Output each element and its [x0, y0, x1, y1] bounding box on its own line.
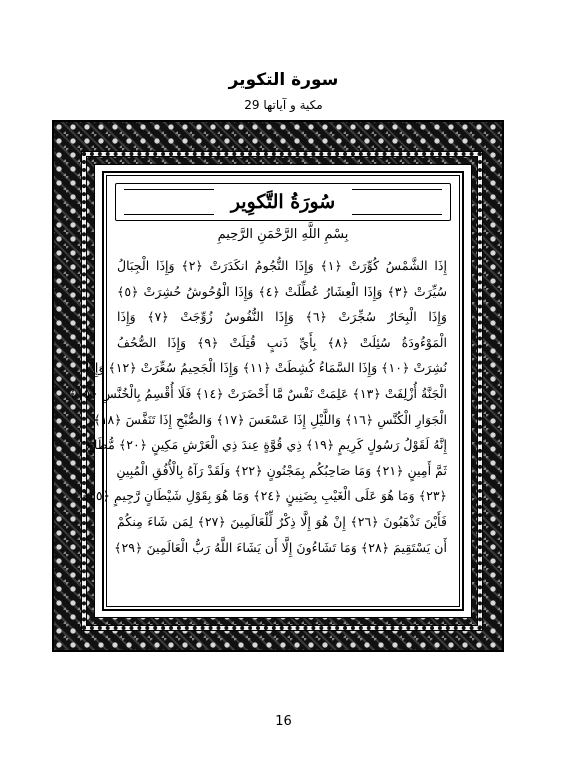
verse-line: نُشِرَتْ ﴿١٠﴾ وَإِذَا السَّمَاءُ كُشِطَتْ ﴿١١﴾ وَإِذَا الْجَحِيمُ سُعِّرَتْ ﴿١٢﴾ وَإِذَا	[85, 360, 447, 376]
surah-name: سُورَةُ التَّكوِير	[221, 191, 345, 213]
verse-line: الْمَوْءُودَةُ سُئِلَتْ ﴿٨﴾ بِأَيِّ ذَنبٍ قُتِلَتْ ﴿٩﴾ وَإِذَا الصُّحُفُ	[117, 334, 448, 350]
verse-line: سُيِّرَتْ ﴿٣﴾ وَإِذَا الْعِشَارُ عُطِّلَتْ ﴿٤﴾ وَإِذَا الْوُحُوشُ حُشِرَتْ ﴿٥﴾	[117, 283, 448, 299]
page-number: 16	[275, 714, 292, 729]
basmala: بِسْمِ اللَّهِ الرَّحْمَنِ الرَّحِيمِ	[217, 227, 349, 242]
verse-line: إِذَا الشَّمْسُ كُوِّرَتْ ﴿١﴾ وَإِذَا النُّجُومُ انكَدَرَتْ ﴿٢﴾ وَإِذَا الْجِبَالُ	[117, 258, 447, 273]
surah-header-box	[115, 183, 451, 221]
page-title: سورة التكوير	[228, 70, 339, 90]
verse-line: أَن يَسْتَقِيمَ ﴿٢٨﴾ وَمَا تَشَاءُونَ إِلَّا أَن يَشَاءَ اللَّهُ رَبُّ الْعَالَمِينَ ﴿٢٩﴾	[114, 539, 447, 555]
verses-block	[69, 253, 448, 560]
mushaf-panel	[69, 164, 472, 618]
verse-line: وَإِذَا الْبِحَارُ سُجِّرَتْ ﴿٦﴾ وَإِذَا النُّفُوسُ زُوِّجَتْ ﴿٧﴾ وَإِذَا	[117, 309, 448, 325]
verse-line: ثَمَّ أَمِينٍ ﴿٢١﴾ وَمَا صَاحِبُكُم بِمَجْنُونٍ ﴿٢٢﴾ وَلَقَدْ رَآهُ بِالْأُفُقِ الْمُبِينِ	[116, 462, 447, 478]
verse-line: الْجَنَّةُ أُزْلِفَتْ ﴿١٣﴾ عَلِمَتْ نَفْسٌ مَّا أَحْضَرَتْ ﴿١٤﴾ فَلَا أُقْسِمُ بِالْخُنَّسِ ﴿١٥﴾	[69, 385, 447, 401]
page-subtitle: مكية و آياتها 29	[244, 98, 323, 112]
verse-line: فَأَيْنَ تَذْهَبُونَ ﴿٢٦﴾ إِنْ هُوَ إِلَّا ذِكْرٌ لِّلْعَالَمِينَ ﴿٢٧﴾ لِمَن شَاءَ مِنكُمْ	[117, 513, 447, 529]
verse-line: ﴿٢٣﴾ وَمَا هُوَ عَلَى الْغَيْبِ بِضَنِينٍ ﴿٢٤﴾ وَمَا هُوَ بِقَوْلِ شَيْطَانٍ رَّجِيمٍ ﴿٢٥﴾	[81, 488, 447, 504]
verse-line: إِنَّهُ لَقَوْلُ رَسُولٍ كَرِيمٍ ﴿١٩﴾ ذِي قُوَّةٍ عِندَ ذِي الْعَرْشِ مَكِينٍ ﴿٢٠﴾ مُّطَاعٍ	[86, 437, 447, 453]
verse-line: الْجَوَارِ الْكُنَّسِ ﴿١٦﴾ وَاللَّيْلِ إِذَا عَسْعَسَ ﴿١٧﴾ وَالصُّبْحِ إِذَا تَنَفَّسَ ﴿١٨﴾	[93, 411, 447, 427]
